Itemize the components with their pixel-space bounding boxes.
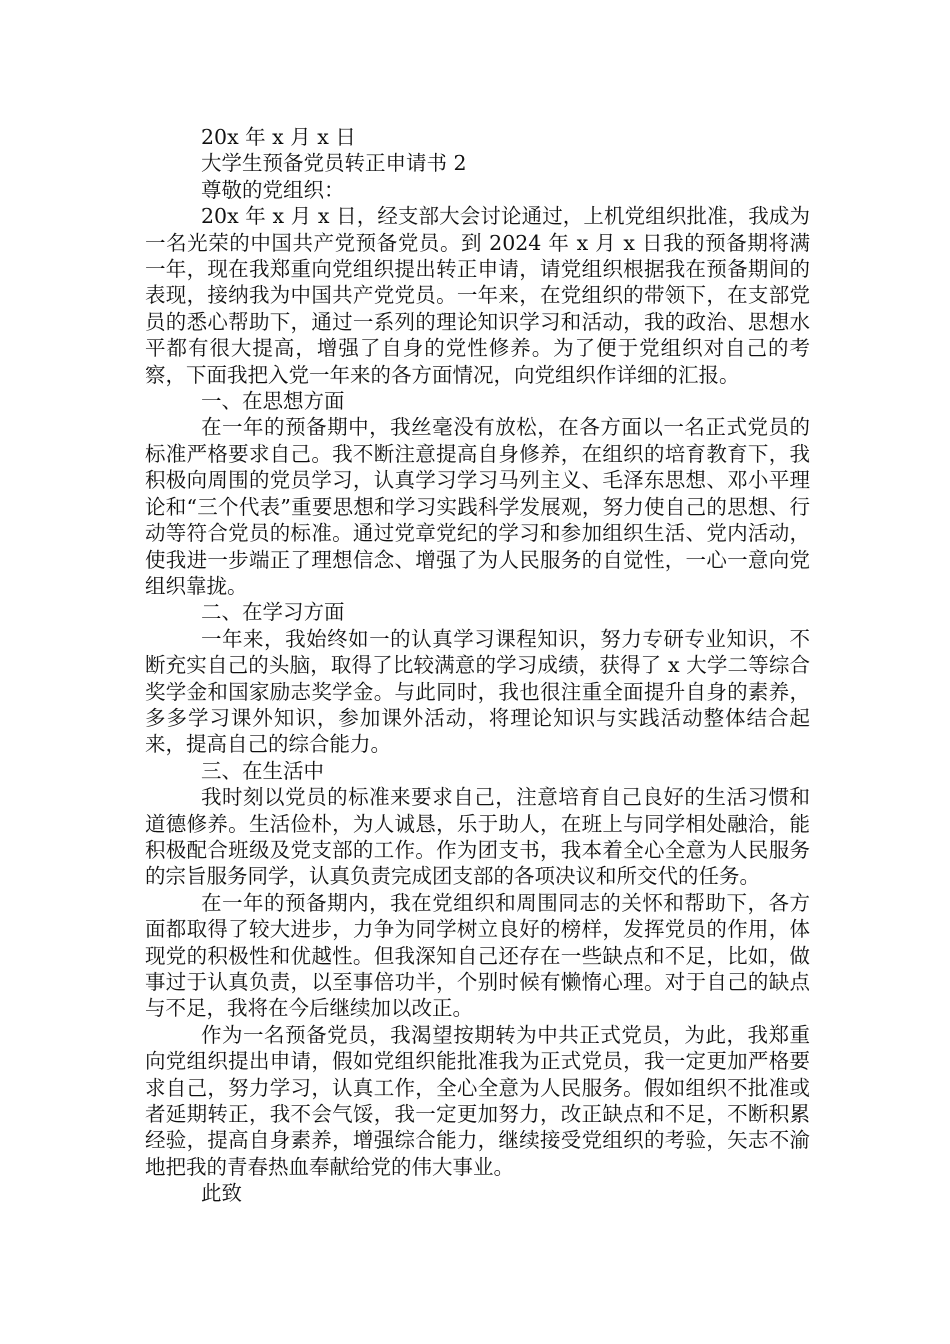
document-title: 大学生预备党员转正申请书 2 [201,151,467,176]
salutation: 尊敬的党组织： [201,177,345,202]
progress-paragraph: 在一年的预备期内，我在党组织和周围同志的关怀和帮助下，各方面都取得了较大进步，力争为同学树立良好的榜样，发挥党员的作用，体现党的积极性和优越性。但我深知自己还存在一些缺点和不足，比如，做事过于认真负责，以至事倍功半，个别时候有懒惰心理。对于自己的缺点与不足，我将在今后继续加以改正。 [145,890,810,1021]
study-paragraph: 一年来，我始终如一的认真学习课程知识，努力专研专业知识，不断充实自己的头脑，取得了比较满意的学习成绩，获得了 x 大学二等综合奖学金和国家励志奖学金。与此同时，我也很注重全面提升自身的素养，多多学习课外知识，参加课外活动，将理论知识与实践活动整体结合起来，提高自己的综合能力。 [145,626,810,757]
intro-paragraph: 20x 年 x 月 x 日，经支部大会讨论通过，上机党组织批准，我成为一名光荣的中国共产党预备党员。到 2024 年 x 月 x 日我的预备期将满一年，现在我郑重向党组织提出转正申请，请党组织根据我在预备期间的表现，接纳我为中国共产党党员。一年来，在党组织的带领下，在支部党员的悉心帮助下，通过一系列的理论知识学习和活动，我的政治、思想水平都有很大提高，增强了自身的党性修养。为了便于党组织对自己的考察，下面我把入党一年来的各方面情况，向党组织作详细的汇报。 [145,204,810,387]
closing-line: 此致 [201,1181,242,1206]
section-heading-study: 二、在学习方面 [201,600,345,625]
thought-paragraph: 在一年的预备期中，我丝毫没有放松，在各方面以一名正式党员的标准严格要求自己。我不断注意提高自身修养，在组织的培育教育下，我积极向周围的党员学习，认真学习学习马列主义、毛泽东思想、邓小平理论和“三个代表”重要思想和学习实践科学发展观，努力使自己的思想、行动等符合党员的标准。通过党章党纪的学习和参加组织生活、党内活动，使我进一步端正了理想信念、增强了为人民服务的自觉性，一心一意向党组织靠拢。 [145,415,810,598]
section-heading-thought: 一、在思想方面 [201,389,345,414]
section-heading-life: 三、在生活中 [201,758,324,783]
request-paragraph: 作为一名预备党员，我渴望按期转为中共正式党员，为此，我郑重向党组织提出申请，假如党组织能批准我为正式党员，我一定更加严格要求自己，努力学习，认真工作，全心全意为人民服务。假如组织不批准或者延期转正，我不会气馁，我一定更加努力，改正缺点和不足，不断积累经验，提高自身素养，增强综合能力，继续接受党组织的考验，矢志不渝地把我的青春热血奉献给党的伟大事业。 [145,1022,810,1179]
life-paragraph: 我时刻以党员的标准来要求自己，注意培育自己良好的生活习惯和道德修养。生活俭朴，为人诚恳，乐于助人，在班上与同学相处融洽，能积极配合班级及党支部的工作。作为团支书，我本着全心全意为人民服务的宗旨服务同学，认真负责完成团支部的各项决议和所交代的任务。 [145,785,810,889]
document-body [145,124,810,1207]
date-line: 20x 年 x 月 x 日 [201,125,356,149]
